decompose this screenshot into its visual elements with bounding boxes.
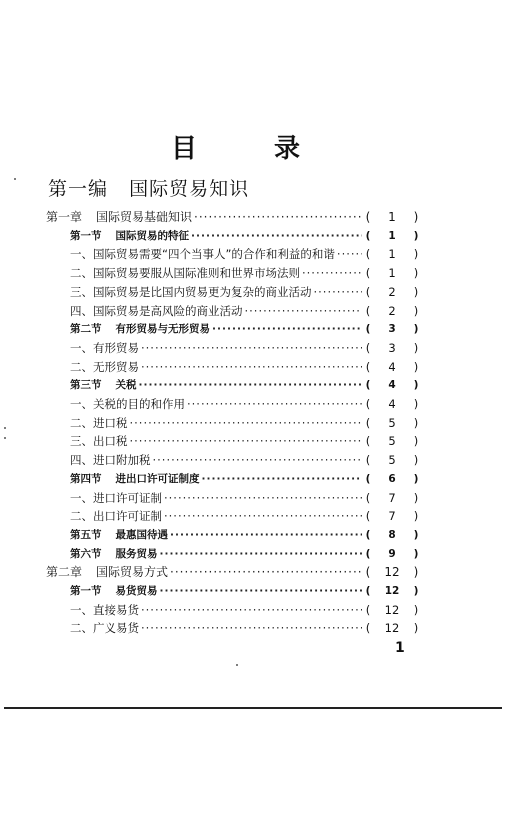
dot-leader (139, 376, 363, 394)
scan-speck (14, 178, 16, 180)
dot-leader (153, 451, 363, 469)
toc-page: 2 (388, 303, 396, 318)
part-heading (48, 174, 249, 201)
toc-page: 12 (384, 621, 400, 636)
toc-number: 第二章 (46, 565, 83, 580)
toc-page: 5 (388, 415, 396, 430)
toc-page: 2 (388, 284, 396, 299)
toc-label: 一、直接易货 (70, 602, 139, 617)
toc-label: 关税 (115, 379, 137, 392)
toc-label: 一、国际贸易需要“四个当事人”的合作和利益的和谐 (70, 247, 335, 262)
toc-chapter (46, 563, 420, 581)
open-paren: ( (365, 547, 371, 560)
dot-leader (194, 208, 362, 226)
toc-label: 易货贸易 (115, 585, 158, 597)
close-paren: ) (413, 359, 419, 374)
dot-leader (245, 302, 363, 320)
open-paren: ( (365, 509, 371, 524)
bottom-rule (4, 707, 502, 709)
toc-number: 第四节 (70, 472, 102, 485)
close-paren: ) (413, 565, 419, 580)
open-paren: ( (365, 323, 371, 336)
toc-page: 5 (388, 453, 396, 468)
toc-item (70, 339, 420, 357)
toc-item (70, 395, 420, 413)
toc-label: 国际贸易方式 (96, 565, 169, 580)
dot-leader (170, 526, 362, 544)
dot-leader (212, 320, 362, 338)
close-paren: ) (413, 509, 419, 524)
open-paren: ( (365, 210, 371, 224)
toc-label: 四、进口附加税 (70, 453, 151, 468)
toc-number: 第一节 (70, 229, 102, 242)
toc-item (70, 619, 420, 637)
close-paren: ) (413, 397, 419, 411)
toc-page: 5 (388, 434, 396, 449)
dot-leader (160, 545, 363, 563)
toc-number: 第六节 (70, 547, 102, 560)
open-paren: ( (365, 472, 371, 485)
toc-item (70, 489, 420, 507)
toc-item (70, 302, 420, 320)
open-paren: ( (365, 585, 371, 597)
open-paren: ( (365, 340, 371, 355)
close-paren: ) (413, 585, 419, 597)
toc-item (70, 264, 420, 282)
toc-number: 第五节 (70, 528, 102, 541)
close-paren: ) (413, 434, 419, 449)
open-paren: ( (365, 621, 371, 636)
toc-page: 4 (388, 359, 396, 374)
toc-section (70, 545, 420, 563)
dot-leader (191, 227, 362, 245)
toc-page: 1 (388, 210, 396, 224)
close-paren: ) (413, 453, 419, 468)
open-paren: ( (365, 266, 371, 281)
dot-leader (202, 470, 363, 488)
scan-speck (4, 427, 6, 429)
scan-speck (236, 664, 238, 666)
open-paren: ( (365, 247, 371, 262)
dot-leader (314, 283, 363, 301)
open-paren: ( (365, 359, 371, 374)
close-paren: ) (413, 266, 419, 281)
toc-section (70, 526, 420, 544)
open-paren: ( (365, 565, 371, 580)
dot-leader (164, 489, 362, 507)
open-paren: ( (365, 434, 371, 449)
toc-section (70, 376, 420, 394)
toc-page: 1 (388, 266, 396, 281)
close-paren: ) (413, 379, 419, 392)
open-paren: ( (365, 229, 371, 242)
toc-label: 国际贸易基础知识 (96, 210, 193, 224)
toc-item (70, 601, 420, 619)
toc-item (70, 432, 420, 450)
open-paren: ( (365, 453, 371, 468)
open-paren: ( (365, 379, 371, 392)
close-paren: ) (413, 472, 419, 485)
dot-leader (164, 507, 362, 525)
close-paren: ) (413, 247, 419, 262)
open-paren: ( (365, 490, 371, 505)
toc-label: 一、关税的目的和作用 (70, 397, 185, 411)
close-paren: ) (413, 490, 419, 505)
toc-item (70, 414, 420, 432)
open-paren: ( (365, 528, 371, 541)
dot-leader (141, 619, 362, 637)
toc-page: 3 (388, 340, 396, 355)
toc-page: 8 (388, 528, 396, 541)
toc-page: 12 (384, 565, 400, 580)
toc-label: 二、无形贸易 (70, 359, 139, 374)
toc-item (70, 245, 420, 263)
open-paren: ( (365, 602, 371, 617)
toc-page: 3 (388, 323, 396, 336)
toc-page: 7 (388, 490, 396, 505)
toc-label: 三、国际贸易是比国内贸易更为复杂的商业活动 (70, 284, 312, 299)
toc-item (70, 451, 420, 469)
toc-item (70, 507, 420, 525)
open-paren: ( (365, 303, 371, 318)
toc-number: 第三节 (70, 379, 102, 392)
dot-leader (170, 563, 362, 581)
close-paren: ) (413, 323, 419, 336)
close-paren: ) (413, 284, 419, 299)
toc-chapter (46, 208, 420, 226)
part-number: 第一编 (48, 178, 109, 200)
toc-label: 二、广义易货 (70, 621, 139, 636)
toc-page: 1 (388, 247, 396, 262)
open-paren: ( (365, 397, 371, 411)
toc-number: 第二节 (70, 323, 102, 336)
toc-section (70, 470, 420, 488)
toc-label: 四、国际贸易是高风险的商业活动 (70, 303, 243, 318)
dot-leader (141, 601, 362, 619)
toc-label: 进出口许可证制度 (115, 472, 200, 485)
toc-number: 第一章 (46, 210, 83, 224)
toc-page: 4 (388, 379, 396, 392)
toc-page: 9 (388, 547, 396, 560)
open-paren: ( (365, 284, 371, 299)
dot-leader (141, 358, 362, 376)
toc-number: 第一节 (70, 585, 102, 597)
toc-label: 有形贸易与无形贸易 (115, 323, 210, 336)
close-paren: ) (413, 621, 419, 636)
page-title: 目 录 (170, 134, 335, 164)
toc-label: 最惠国待遇 (115, 528, 168, 541)
close-paren: ) (413, 602, 419, 617)
close-paren: ) (413, 528, 419, 541)
toc-item (70, 283, 420, 301)
toc-label: 一、有形贸易 (70, 340, 139, 355)
dot-leader (337, 245, 362, 263)
dot-leader (187, 395, 362, 413)
close-paren: ) (413, 340, 419, 355)
toc-label: 国际贸易的特征 (115, 229, 189, 242)
toc-page: 4 (388, 397, 396, 411)
dot-leader (302, 264, 362, 282)
toc-page: 6 (388, 472, 396, 485)
toc-section (70, 227, 420, 245)
close-paren: ) (413, 415, 419, 430)
toc-section (70, 582, 420, 600)
toc-page: 12 (384, 585, 400, 597)
dot-leader (160, 582, 363, 600)
toc-page: 1 (388, 229, 396, 242)
toc-label: 二、国际贸易要服从国际准则和世界市场法则 (70, 266, 300, 281)
page-number: 1 (395, 640, 405, 656)
close-paren: ) (413, 210, 419, 224)
toc-page: 12 (384, 602, 400, 617)
toc-section (70, 320, 420, 338)
close-paren: ) (413, 303, 419, 318)
dot-leader (130, 414, 363, 432)
toc-label: 三、出口税 (70, 434, 128, 449)
open-paren: ( (365, 415, 371, 430)
toc-label: 二、进口税 (70, 415, 128, 430)
part-label: 国际贸易知识 (129, 178, 250, 200)
toc-label: 一、进口许可证制 (70, 490, 162, 505)
toc-item (70, 358, 420, 376)
dot-leader (130, 432, 363, 450)
toc-label: 二、出口许可证制 (70, 509, 162, 524)
toc-page: 7 (388, 509, 396, 524)
scan-speck (4, 437, 6, 439)
toc-label: 服务贸易 (115, 547, 158, 560)
close-paren: ) (413, 229, 419, 242)
close-paren: ) (413, 547, 419, 560)
dot-leader (141, 339, 362, 357)
